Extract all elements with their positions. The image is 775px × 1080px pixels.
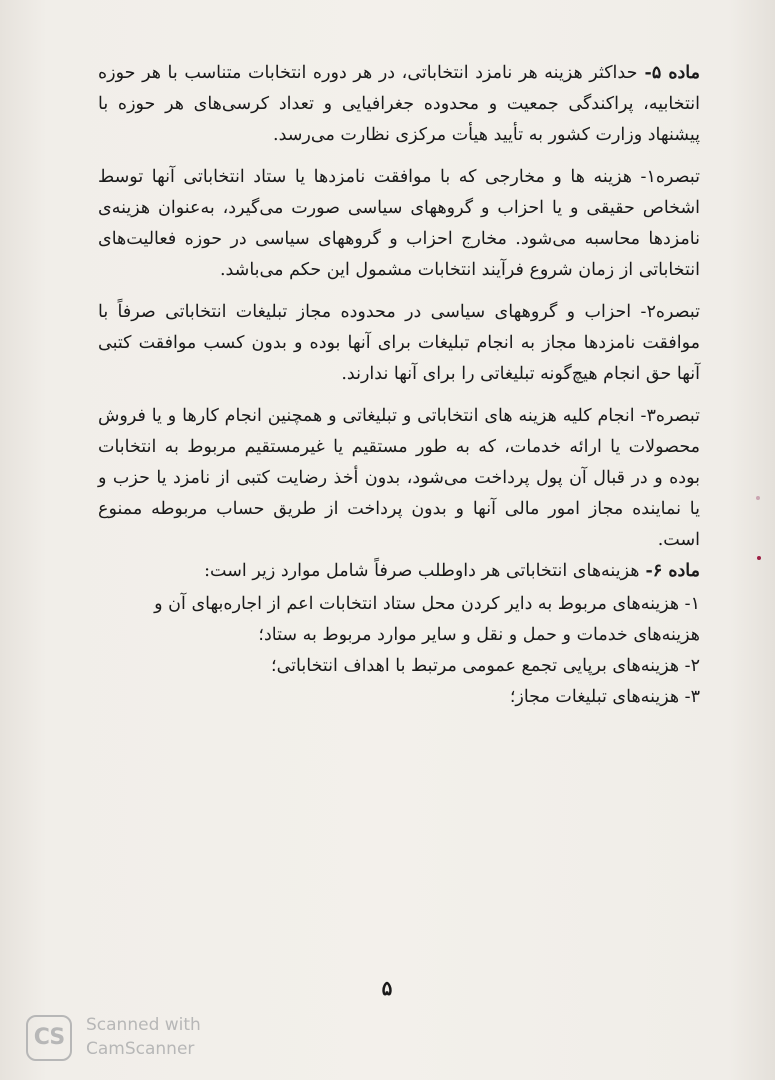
article-6-heading: ماده ۶- [639,561,700,581]
article-5-text: حداکثر هزینه هر نامزد انتخاباتی، در هر دوره انتخابات متناسب با هر حوزه انتخابیه، پراکندگی جمعیت و محدوده جغرافیایی و تعداد کرسی‌های هر حوزه با پیشنهاد وزارت کشور به تأیید هیأت مرکزی نظارت می‌رسد. [98,63,700,145]
article-6-text: هزینه‌های انتخاباتی هر داوطلب صرفاً شامل موارد زیر است: [204,561,640,581]
margin-mark [757,556,761,560]
note-3: تبصره۳- انجام کلیه هزینه های انتخاباتی و تبلیغاتی و همچنین انجام کارها و یا فروش محصولات یا ارائه خدمات، که به طور مستقیم یا غیرمستقیم مربوط به انتخابات بوده و در قبال آن پول پرداخت می‌شود، بدون أخذ رضایت کتبی از نامزد یا حزب و یا نماینده مجاز امور مالی آنها و بدون پرداخت از طریق حساب مربوطه ممنوع است. [98,406,700,550]
list-item: ۲- هزینه‌های برپایی تجمع عمومی مرتبط با اهداف انتخاباتی؛ [271,656,700,676]
camscanner-logo-icon [26,1015,72,1061]
list-item: ۳- هزینه‌های تبلیغات مجاز؛ [509,687,700,707]
margin-mark [756,496,760,500]
article-5-heading: ماده ۵- [637,63,701,83]
list-item: ۱- هزینه‌های مربوط به دایر کردن محل ستاد انتخابات اعم از اجاره‌بهای آن و هزینه‌های خدمات و حمل و نقل و سایر موارد مربوط به ستاد؛ [154,594,700,645]
camscanner-logo-text: CS [33,1025,65,1050]
camscanner-watermark [26,1015,226,1063]
article-5 [98,58,700,151]
watermark-line-1: Scanned with [86,1015,201,1035]
document-body [98,58,700,713]
note-1: تبصره۱- هزینه ها و مخارجی که با موافقت نامزدها یا ستاد انتخاباتی آنها توسط اشخاص حقیقی و یا احزاب و گروههای سیاسی صورت می‌گیرد، به‌عنوان هزینه‌ی نامزدها محاسبه می‌شود. مخارج احزاب و گروههای سیاسی در حوزه فعالیت‌های انتخاباتی از زمان شروع فرآیند انتخابات مشمول این حکم می‌باشد. [98,167,700,280]
article-6 [98,556,700,587]
page-number: ۵ [381,976,393,1000]
watermark-line-2: CamScanner [86,1039,195,1059]
note-2: تبصره۲- احزاب و گروههای سیاسی در محدوده مجاز تبلیغات انتخاباتی صرفاً با موافقت نامزدها مجاز به انجام تبلیغات برای آنها بوده و بدون کسب موافقت کتبی آنها حق انجام هیچ‌گونه تبلیغاتی را برای آنها ندارند. [98,302,700,384]
